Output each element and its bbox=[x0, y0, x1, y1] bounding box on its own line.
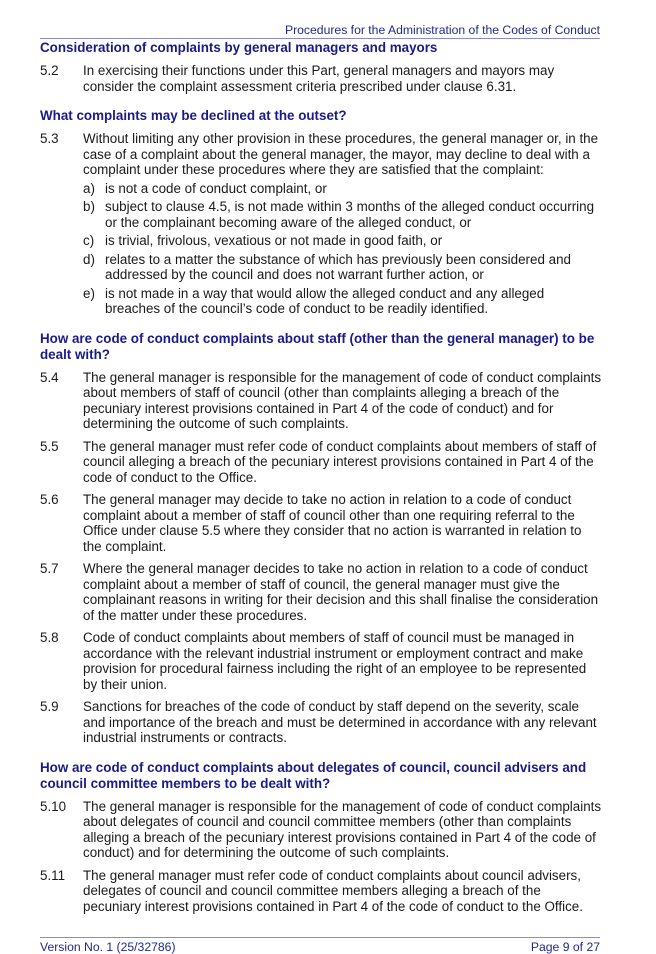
clause-text: Without limiting any other provision in these procedures, the general manager or, in the case of a complaint about the general manager, the mayor, may decline to deal with a complaint under these procedures where they are satisfied that the complaint: bbox=[83, 131, 599, 177]
version-number: Version No. 1 (25/32786) bbox=[40, 940, 176, 954]
subitem-letter: d) bbox=[83, 251, 95, 267]
clause-text: The general manager may decide to take no action in relation to a code of conduct complaint about a member of staff of council other than one requiring referral to the Office under clause 5.5 where they consider that no action is warranted in relation to the complaint. bbox=[83, 492, 582, 554]
subitem-a bbox=[83, 181, 602, 197]
clause-text: Where the general manager decides to take no action in relation to a code of conduct complaint about a member of staff of council, the general manager must give the complainant reasons in writing for their decision and this shall finalise the consideration of the matter under these procedures. bbox=[83, 561, 599, 623]
clause-number: 5.8 bbox=[40, 630, 59, 645]
subitem-text: subject to clause 4.5, is not made within 3 months of the alleged conduct occurring or the complainant becoming aware of the alleged conduct, or bbox=[105, 199, 595, 230]
clause-5-8 bbox=[40, 630, 602, 692]
clause-number: 5.5 bbox=[40, 438, 59, 454]
clause-5-2 bbox=[40, 63, 602, 94]
subitem-e bbox=[83, 286, 602, 317]
subitem-text: is not a code of conduct complaint, or bbox=[105, 180, 327, 196]
clause-number: 5.2 bbox=[40, 63, 59, 78]
clause-text: The general manager is responsible for the management of code of conduct complaints about delegates of council and council committee members (other than complaints alleging a breach of the pecuniary interest provisions contained in Part 4 of the code of conduct) and for determining the outcome of such complaints. bbox=[83, 798, 602, 860]
document-body bbox=[40, 40, 602, 914]
clause-text: Sanctions for breaches of the code of conduct by staff depend on the severity, scale and importance of the breach and must be determined in accordance with any relevant industrial instruments or contracts. bbox=[83, 699, 597, 745]
subitem-letter: a) bbox=[83, 180, 95, 196]
clause-text: The general manager is responsible for the management of code of conduct complaints about members of staff of council (other than complaints alleging a breach of the pecuniary interest provisions contained in Part 4 of the code of conduct) and for determining the outcome of such complaints. bbox=[83, 369, 602, 431]
subitem-text: relates to a matter the substance of which has previously been considered and addressed by the council and does not warrant further action, or bbox=[105, 251, 571, 282]
subitem-text: is trivial, frivolous, vexatious or not made in good faith, or bbox=[105, 233, 443, 248]
subitem-letter: c) bbox=[83, 233, 95, 248]
clause-5-9 bbox=[40, 699, 602, 746]
clause-number: 5.10 bbox=[40, 798, 67, 814]
clause-number: 5.9 bbox=[40, 699, 59, 714]
subitem-d bbox=[83, 252, 602, 283]
clause-5-3 bbox=[40, 131, 602, 317]
page-number: Page 9 of 27 bbox=[530, 940, 600, 954]
subitem-c bbox=[83, 233, 602, 249]
subitem-b bbox=[83, 199, 602, 230]
page-footer bbox=[40, 937, 600, 954]
subitem-letter: b) bbox=[83, 199, 95, 214]
section-heading: How are code of conduct complaints about staff (other than the general manager) to be dealt with? bbox=[40, 330, 595, 362]
section-heading: What complaints may be declined at the outset? bbox=[40, 108, 347, 123]
clause-5-5 bbox=[40, 439, 602, 486]
clause-number: 5.11 bbox=[40, 867, 66, 883]
section-heading: Consideration of complaints by general managers and mayors bbox=[40, 40, 438, 55]
clause-subitems bbox=[83, 181, 602, 317]
page-header bbox=[40, 23, 600, 39]
clause-number: 5.7 bbox=[40, 561, 59, 576]
clause-5-10 bbox=[40, 799, 602, 861]
section-heading: How are code of conduct complaints about delegates of council, council advisers and council committee members to be dealt with? bbox=[40, 759, 587, 791]
document-title: Procedures for the Administration of the Codes of Conduct bbox=[284, 23, 600, 37]
clause-text: The general manager must refer code of conduct complaints about council advisers, delegates of council and council committee members alleging a breach of the pecuniary interest provisions contained in Part 4 of the code of conduct to the Office. bbox=[83, 867, 583, 914]
clause-5-7 bbox=[40, 561, 602, 623]
clause-5-11 bbox=[40, 868, 602, 915]
subitem-letter: e) bbox=[83, 285, 95, 301]
clause-text: In exercising their functions under this Part, general managers and mayors may consider the complaint assessment criteria prescribed under clause 6.31. bbox=[83, 63, 555, 94]
clause-number: 5.3 bbox=[40, 131, 59, 146]
clause-5-6 bbox=[40, 492, 602, 554]
clause-number: 5.6 bbox=[40, 492, 59, 507]
clause-number: 5.4 bbox=[40, 369, 59, 385]
clause-text: Code of conduct complaints about members of staff of council must be managed in accordance with the relevant industrial instrument or employment contract and make provision for procedural fairness including the right of an employee to be represented by their union. bbox=[83, 630, 587, 692]
clause-text: The general manager must refer code of conduct complaints about members of staff of council alleging a breach of the pecuniary interest provisions contained in Part 4 of the code of conduct to the Office. bbox=[83, 438, 597, 485]
clause-5-4 bbox=[40, 370, 602, 432]
subitem-text: is not made in a way that would allow the alleged conduct and any alleged breaches of the council’s code of conduct to be readily identified. bbox=[105, 285, 545, 316]
